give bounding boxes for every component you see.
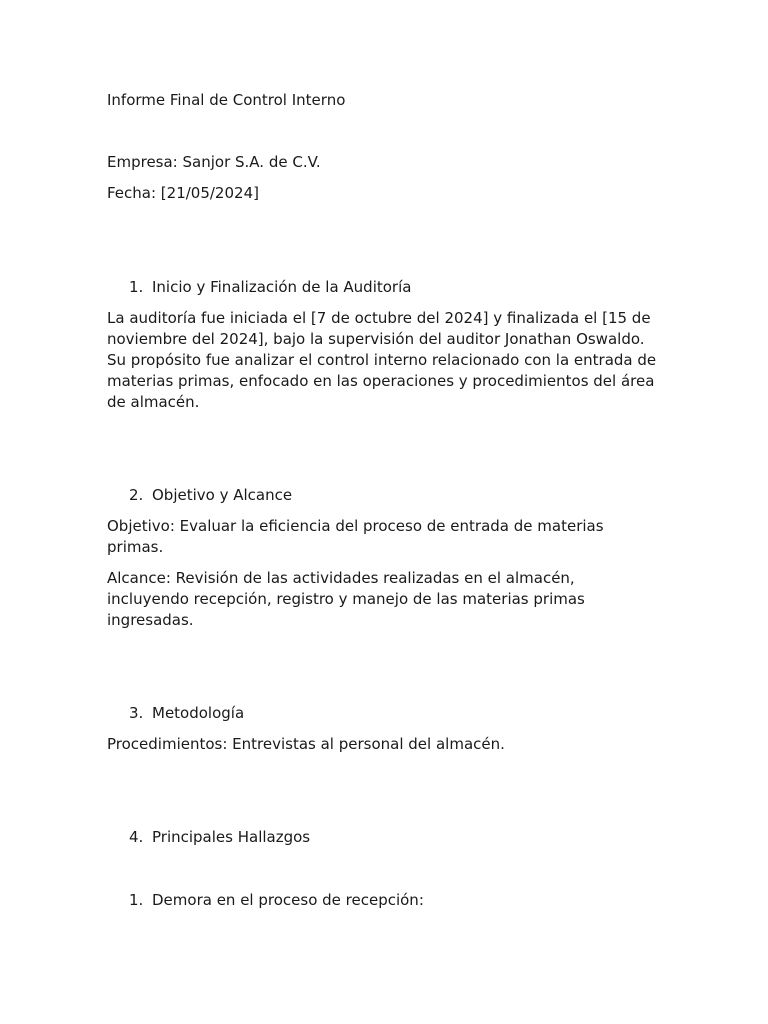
section-number: 4.: [129, 828, 144, 846]
section-heading-metodologia: [129, 703, 244, 724]
section-number: 3.: [129, 704, 144, 722]
section-heading-inicio: [129, 277, 411, 298]
finding-label: Demora en el proceso de recepción:: [152, 891, 424, 909]
section-heading-objetivo: [129, 485, 292, 506]
finding-item: [129, 890, 424, 911]
company-line: Empresa: Sanjor S.A. de C.V.: [107, 153, 321, 171]
document-title: Informe Final de Control Interno: [107, 91, 346, 109]
section-heading-text: Objetivo y Alcance: [152, 486, 293, 504]
section-number: 2.: [129, 486, 144, 504]
section-heading-hallazgos: [129, 827, 310, 848]
scope-paragraph: Alcance: Revisión de las actividades realizadas en el almacén, incluyendo recepción, registro y manejo de las materias primas ingresadas.: [107, 569, 585, 629]
finding-number: 1.: [129, 891, 144, 909]
section-paragraph: La auditoría fue iniciada el [7 de octubre del 2024] y finalizada el [15 de noviembre del 2024], bajo la supervisión del auditor Jonathan Oswaldo. Su propósito fue analizar el control interno relacionado con la entrada de materias primas, enfocado en las operaciones y procedimientos del área de almacén.: [107, 309, 657, 411]
section-heading-text: Metodología: [152, 704, 245, 722]
objective-paragraph: Objetivo: Evaluar la eficiencia del proceso de entrada de materias primas.: [107, 517, 604, 556]
section-heading-text: Inicio y Finalización de la Auditoría: [152, 278, 412, 296]
date-line: Fecha: [21/05/2024]: [107, 184, 259, 202]
section-heading-text: Principales Hallazgos: [152, 828, 311, 846]
section-number: 1.: [129, 278, 144, 296]
methodology-paragraph: Procedimientos: Entrevistas al personal del almacén.: [107, 735, 505, 753]
